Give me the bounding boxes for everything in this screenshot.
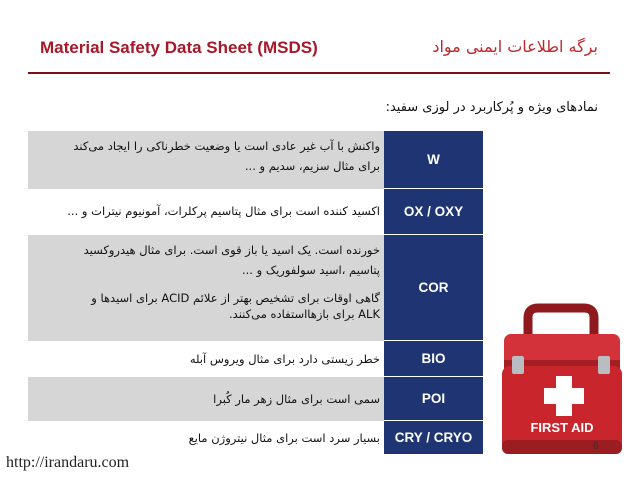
row-code: CRY / CRYO	[384, 421, 483, 455]
row-code: OX / OXY	[384, 189, 483, 235]
footer-url[interactable]: http://irandaru.com	[6, 454, 130, 471]
symbols-table	[28, 131, 483, 455]
row-description	[28, 235, 384, 341]
description-line: گاهی اوقات برای تشخیص بهتر از علائم ACID برای اسیدها و	[91, 291, 380, 305]
description-line: پتاسیم ،اسید سولفوریک و ...	[241, 263, 380, 277]
slide-header	[0, 0, 638, 88]
description-line: خطر زیستی دارد برای مثال ویروس آبله	[189, 352, 380, 366]
table-row-bio	[28, 341, 483, 377]
row-code: POI	[384, 377, 483, 421]
row-code: W	[384, 131, 483, 189]
table-row-cry	[28, 421, 483, 455]
title-persian: برگه اطلاعات ایمنی مواد	[432, 37, 598, 56]
description-line: خورنده است. یک اسید یا باز قوی است. برای مثال هیدروکسید	[83, 243, 380, 257]
table-row-w	[28, 131, 483, 189]
first-aid-kit-image	[498, 300, 624, 460]
table-row-ox	[28, 189, 483, 235]
description-line: اکسید کننده است برای مثال پتاسیم پرکلرات، آمونیوم نیترات و ...	[67, 204, 380, 218]
page-number: 6	[593, 441, 599, 452]
table-row-cor	[28, 235, 483, 341]
row-description	[28, 189, 384, 235]
row-description	[28, 421, 384, 455]
title-english: Material Safety Data Sheet (MSDS)	[40, 38, 318, 57]
first-aid-label: FIRST AID	[530, 420, 594, 435]
description-line: ALK برای بازهااستفاده می‌کنند.	[229, 307, 380, 321]
description-line: برای مثال سزیم، سدیم و ...	[244, 159, 380, 173]
row-description	[28, 131, 384, 189]
row-description	[28, 377, 384, 421]
table-row-poi	[28, 377, 483, 421]
row-code: COR	[384, 235, 483, 341]
section-subtitle: نمادهای ویژه و پُرکاربرد در لوزی سفید:	[385, 100, 598, 115]
header-divider	[28, 72, 610, 74]
row-code: BIO	[384, 341, 483, 377]
description-line: سمی است برای مثال زهر مار کُبرا	[213, 392, 380, 406]
description-line: واکنش با آب غیر عادی است یا وضعیت خطرناکی را ایجاد می‌کند	[73, 139, 380, 153]
row-description	[28, 341, 384, 377]
description-line: بسیار سرد است برای مثال نیتروژن مایع	[188, 431, 380, 445]
